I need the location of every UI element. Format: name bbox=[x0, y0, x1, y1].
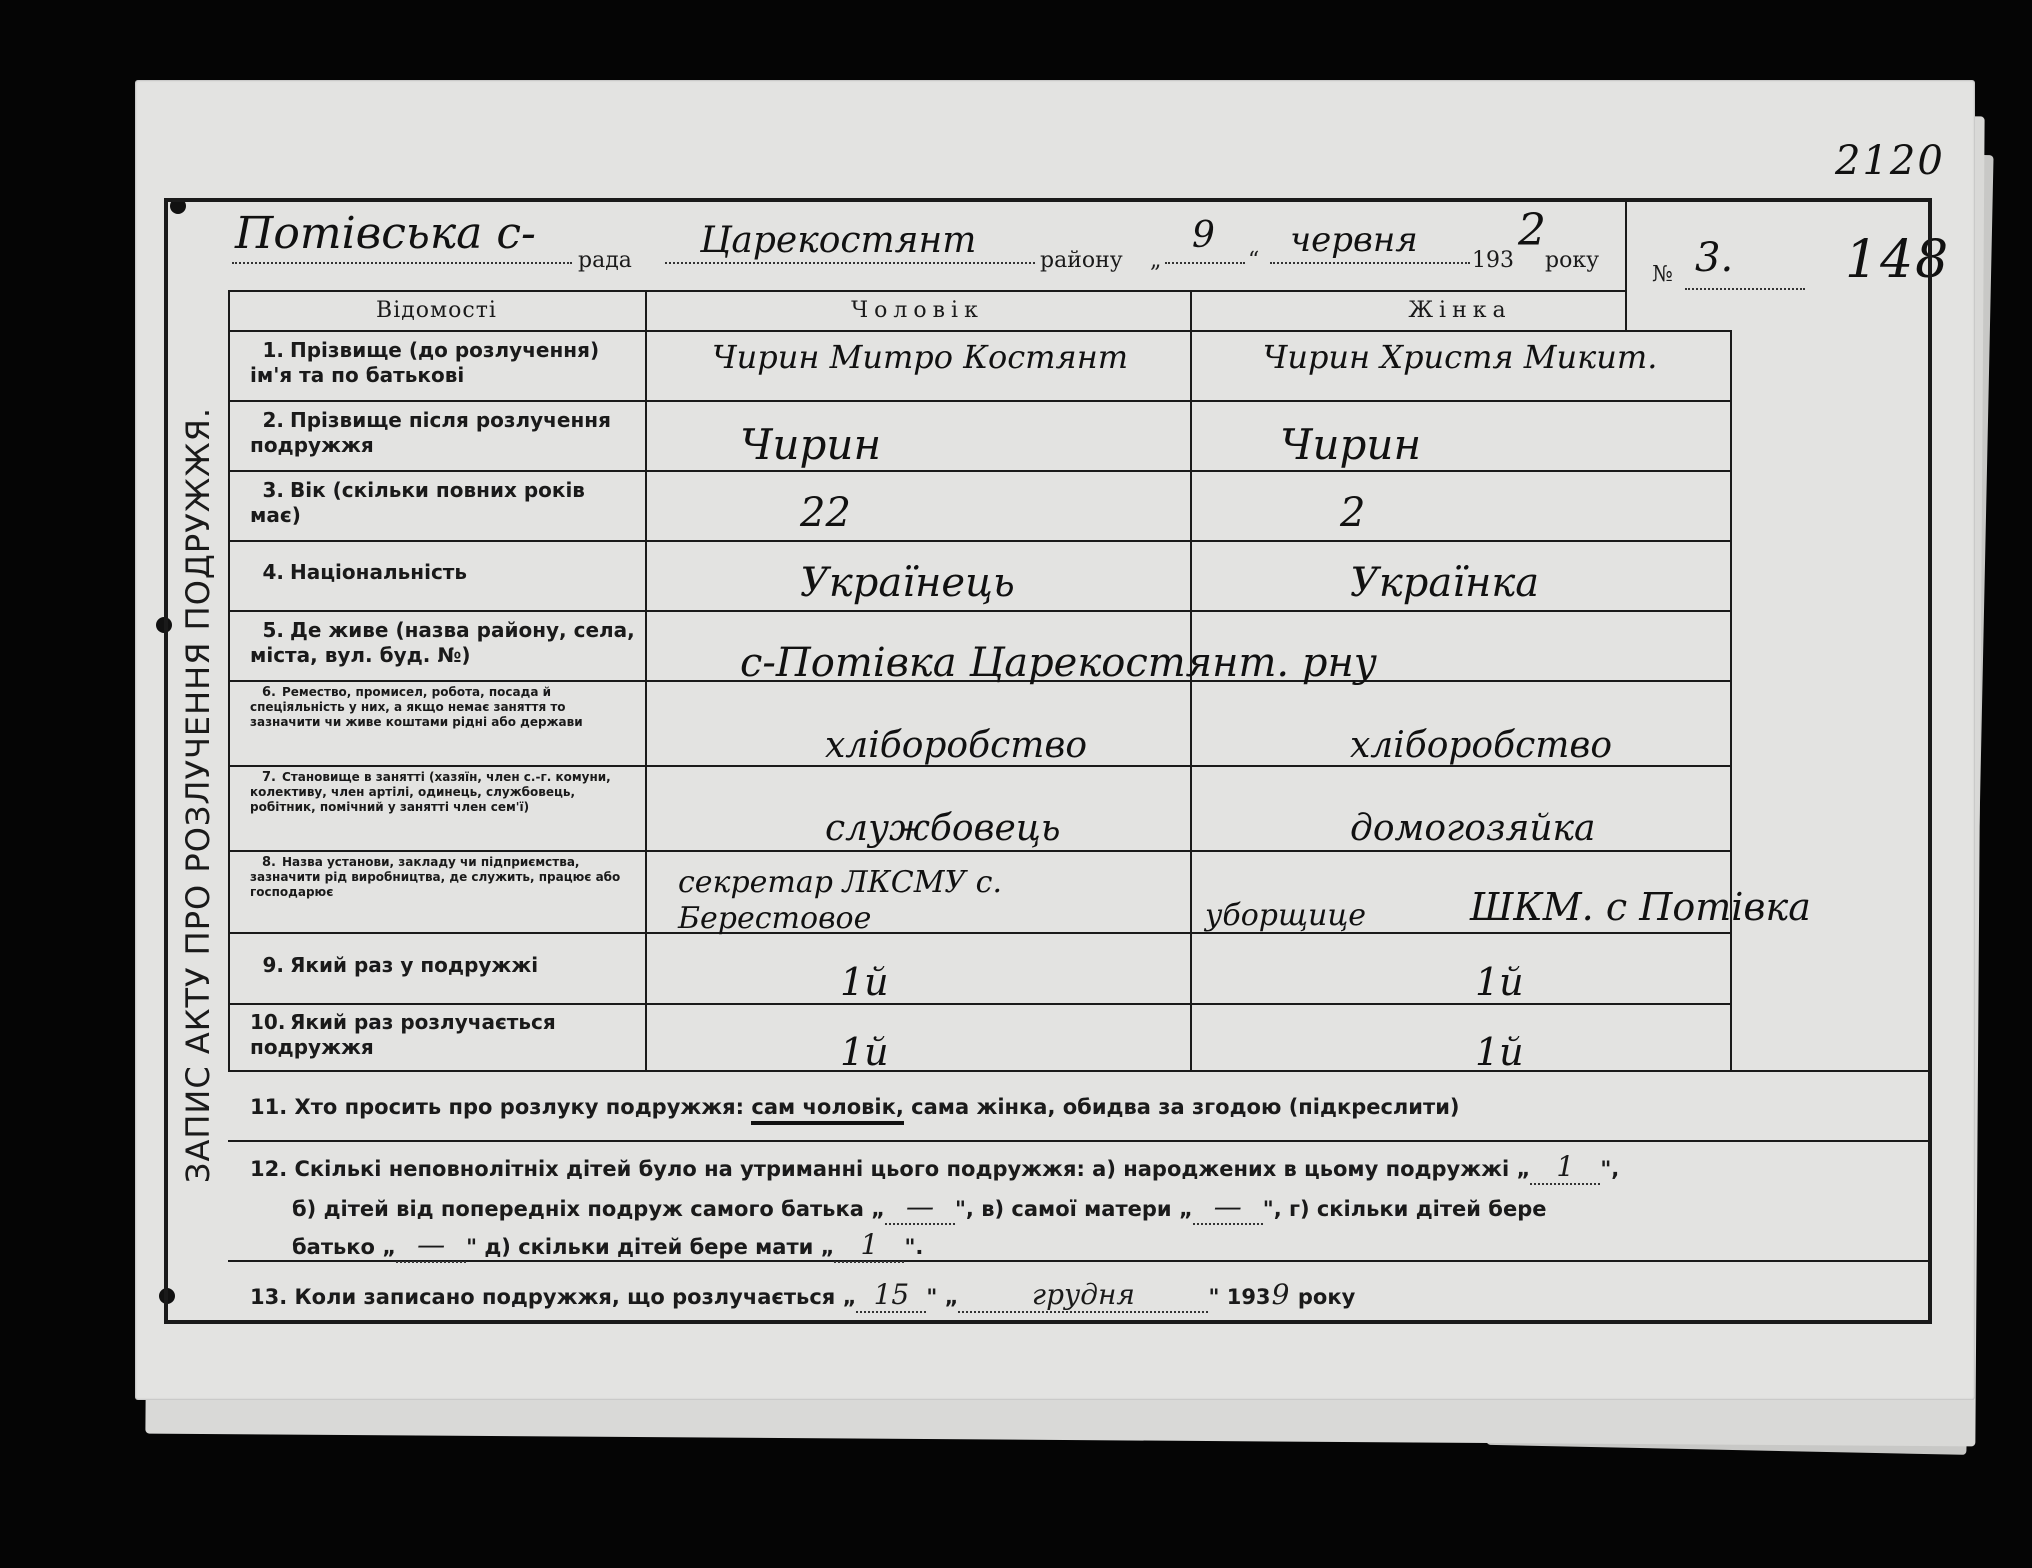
header-month: червня bbox=[1290, 220, 1418, 260]
residence: с-Потівка Царекостянт. рну bbox=[740, 640, 1377, 686]
corner-number-top: 2120 bbox=[1835, 138, 1945, 184]
council-value: Потівська с- bbox=[235, 208, 536, 259]
husband-workplace: секретар ЛКСМУ с. Берестовое bbox=[678, 865, 1002, 936]
number-value: 3. bbox=[1695, 235, 1734, 281]
corner-number-side: 148 bbox=[1845, 230, 1951, 290]
header-day: 9 bbox=[1192, 215, 1215, 256]
row-line bbox=[228, 470, 1730, 472]
line-11: 11. Хто просить про розлуку подружжя: сам чоловік, сама жінка, обидва за згодою (підкреслити) bbox=[250, 1095, 1460, 1119]
line-12-part-2: б) дітей від попередніх подруж самого батька „ — ", в) самої матери „ — ", г) скільки дітей бере bbox=[292, 1190, 1547, 1223]
wife-new-surname: Чирин bbox=[1280, 420, 1422, 469]
row-label-5: 5. Де живе (назва району, села, міста, вул. буд. №) bbox=[250, 618, 635, 667]
col-header-info: Відомості bbox=[376, 298, 497, 323]
row-label-8: 8. Назва установи, закладу чи підприємства, зазначити рід виробництва, де служить, працює або господарює bbox=[250, 855, 621, 899]
row-label-4: 4. Національність bbox=[262, 560, 468, 584]
wife-age: 2 bbox=[1340, 490, 1366, 536]
day-dots bbox=[1165, 262, 1245, 264]
husband-position: службовець bbox=[825, 808, 1061, 849]
wife-workplace: ШКМ. с Потівка bbox=[1470, 885, 1811, 929]
row-line bbox=[228, 540, 1730, 542]
row-line bbox=[228, 1140, 1930, 1142]
husband-occupation: хліборобство bbox=[825, 725, 1088, 766]
husband-age: 22 bbox=[800, 490, 851, 536]
line-13: 13. Коли записано подружжя, що розлучається „ 15 " „ грудня " 1939 року bbox=[250, 1278, 1356, 1311]
wife-divorce-count: 1й bbox=[1475, 1030, 1524, 1074]
husband-nationality: Українець bbox=[800, 560, 1015, 606]
head-bottom-line bbox=[228, 330, 1730, 332]
row-label-2: 2. Прізвище після розлучення подружжя bbox=[250, 408, 611, 457]
month-dots bbox=[1270, 262, 1470, 264]
header-year-label: року bbox=[1545, 248, 1600, 273]
district-label: району bbox=[1040, 248, 1123, 273]
line-12-part-3: батько „ — " д) скільки дітей бере мати „ 1 ". bbox=[292, 1228, 924, 1261]
table-top-border bbox=[228, 290, 1625, 292]
district-dots bbox=[665, 262, 1035, 264]
row-line bbox=[228, 610, 1730, 612]
council-dots bbox=[232, 262, 572, 264]
district-value: Царекостянт bbox=[700, 220, 977, 261]
husband-new-surname: Чирин bbox=[740, 420, 882, 469]
header-year-prefix: 193 bbox=[1472, 248, 1514, 273]
col-header-husband: Чоловік bbox=[851, 298, 984, 323]
open-quote: „ bbox=[1150, 248, 1162, 273]
wife-marriage-count: 1й bbox=[1475, 960, 1524, 1004]
close-quote: “ bbox=[1248, 248, 1260, 273]
council-label: рада bbox=[578, 248, 632, 273]
wife-occupation: хліборобство bbox=[1350, 725, 1613, 766]
vertical-title: ЗАПИС АКТУ ПРО РОЗЛУЧЕННЯ ПОДРУЖЖЯ. bbox=[179, 406, 217, 1184]
number-label: № bbox=[1652, 262, 1673, 287]
number-dots bbox=[1685, 288, 1805, 290]
col-header-wife: Жінка bbox=[1408, 298, 1512, 323]
row-label-3: 3. Вік (скільки повних років має) bbox=[250, 478, 585, 527]
wife-position: домогозяйка bbox=[1350, 808, 1596, 849]
row-line bbox=[228, 1070, 1930, 1072]
row-label-9: 9. Який раз у подружжі bbox=[262, 953, 539, 977]
wife-nationality: Українка bbox=[1350, 560, 1540, 606]
row-label-10: 10. Який раз розлучається подружжя bbox=[250, 1010, 556, 1059]
husband-marriage-count: 1й bbox=[840, 960, 889, 1004]
line-12-part-1: 12. Скількі неповнолітніх дітей було на утриманні цього подружжя: а) народжених в цьому подружжі „ 1 ", bbox=[250, 1150, 1620, 1183]
row-line bbox=[228, 400, 1730, 402]
selected-requester: сам чоловік, bbox=[751, 1095, 903, 1125]
husband-divorce-count: 1й bbox=[840, 1030, 889, 1074]
husband-name: Чирин Митро Костянт bbox=[711, 338, 1129, 376]
wife-name: Чирин Христя Микит. bbox=[1262, 338, 1658, 376]
header-year-suffix: 2 bbox=[1518, 205, 1546, 256]
wife-workplace-role: уборщице bbox=[1205, 898, 1367, 933]
row-line bbox=[228, 850, 1730, 852]
row-label-6: 6. Ремество, промисел, робота, посада й спеціяльність у них, а якщо немає заняття то зазначити чи живе коштами рідні або держави bbox=[250, 685, 583, 729]
row-label-1: 1. Прізвище (до розлучення) ім'я та по батькові bbox=[250, 338, 600, 387]
col-divider-3 bbox=[1730, 330, 1732, 1070]
row-label-7: 7. Становище в занятті (хазяїн, член с.-г. комуни, колективу, член артілі, одинець, службовець, робітник, помічний у занятті член сем'ї) bbox=[250, 770, 611, 814]
